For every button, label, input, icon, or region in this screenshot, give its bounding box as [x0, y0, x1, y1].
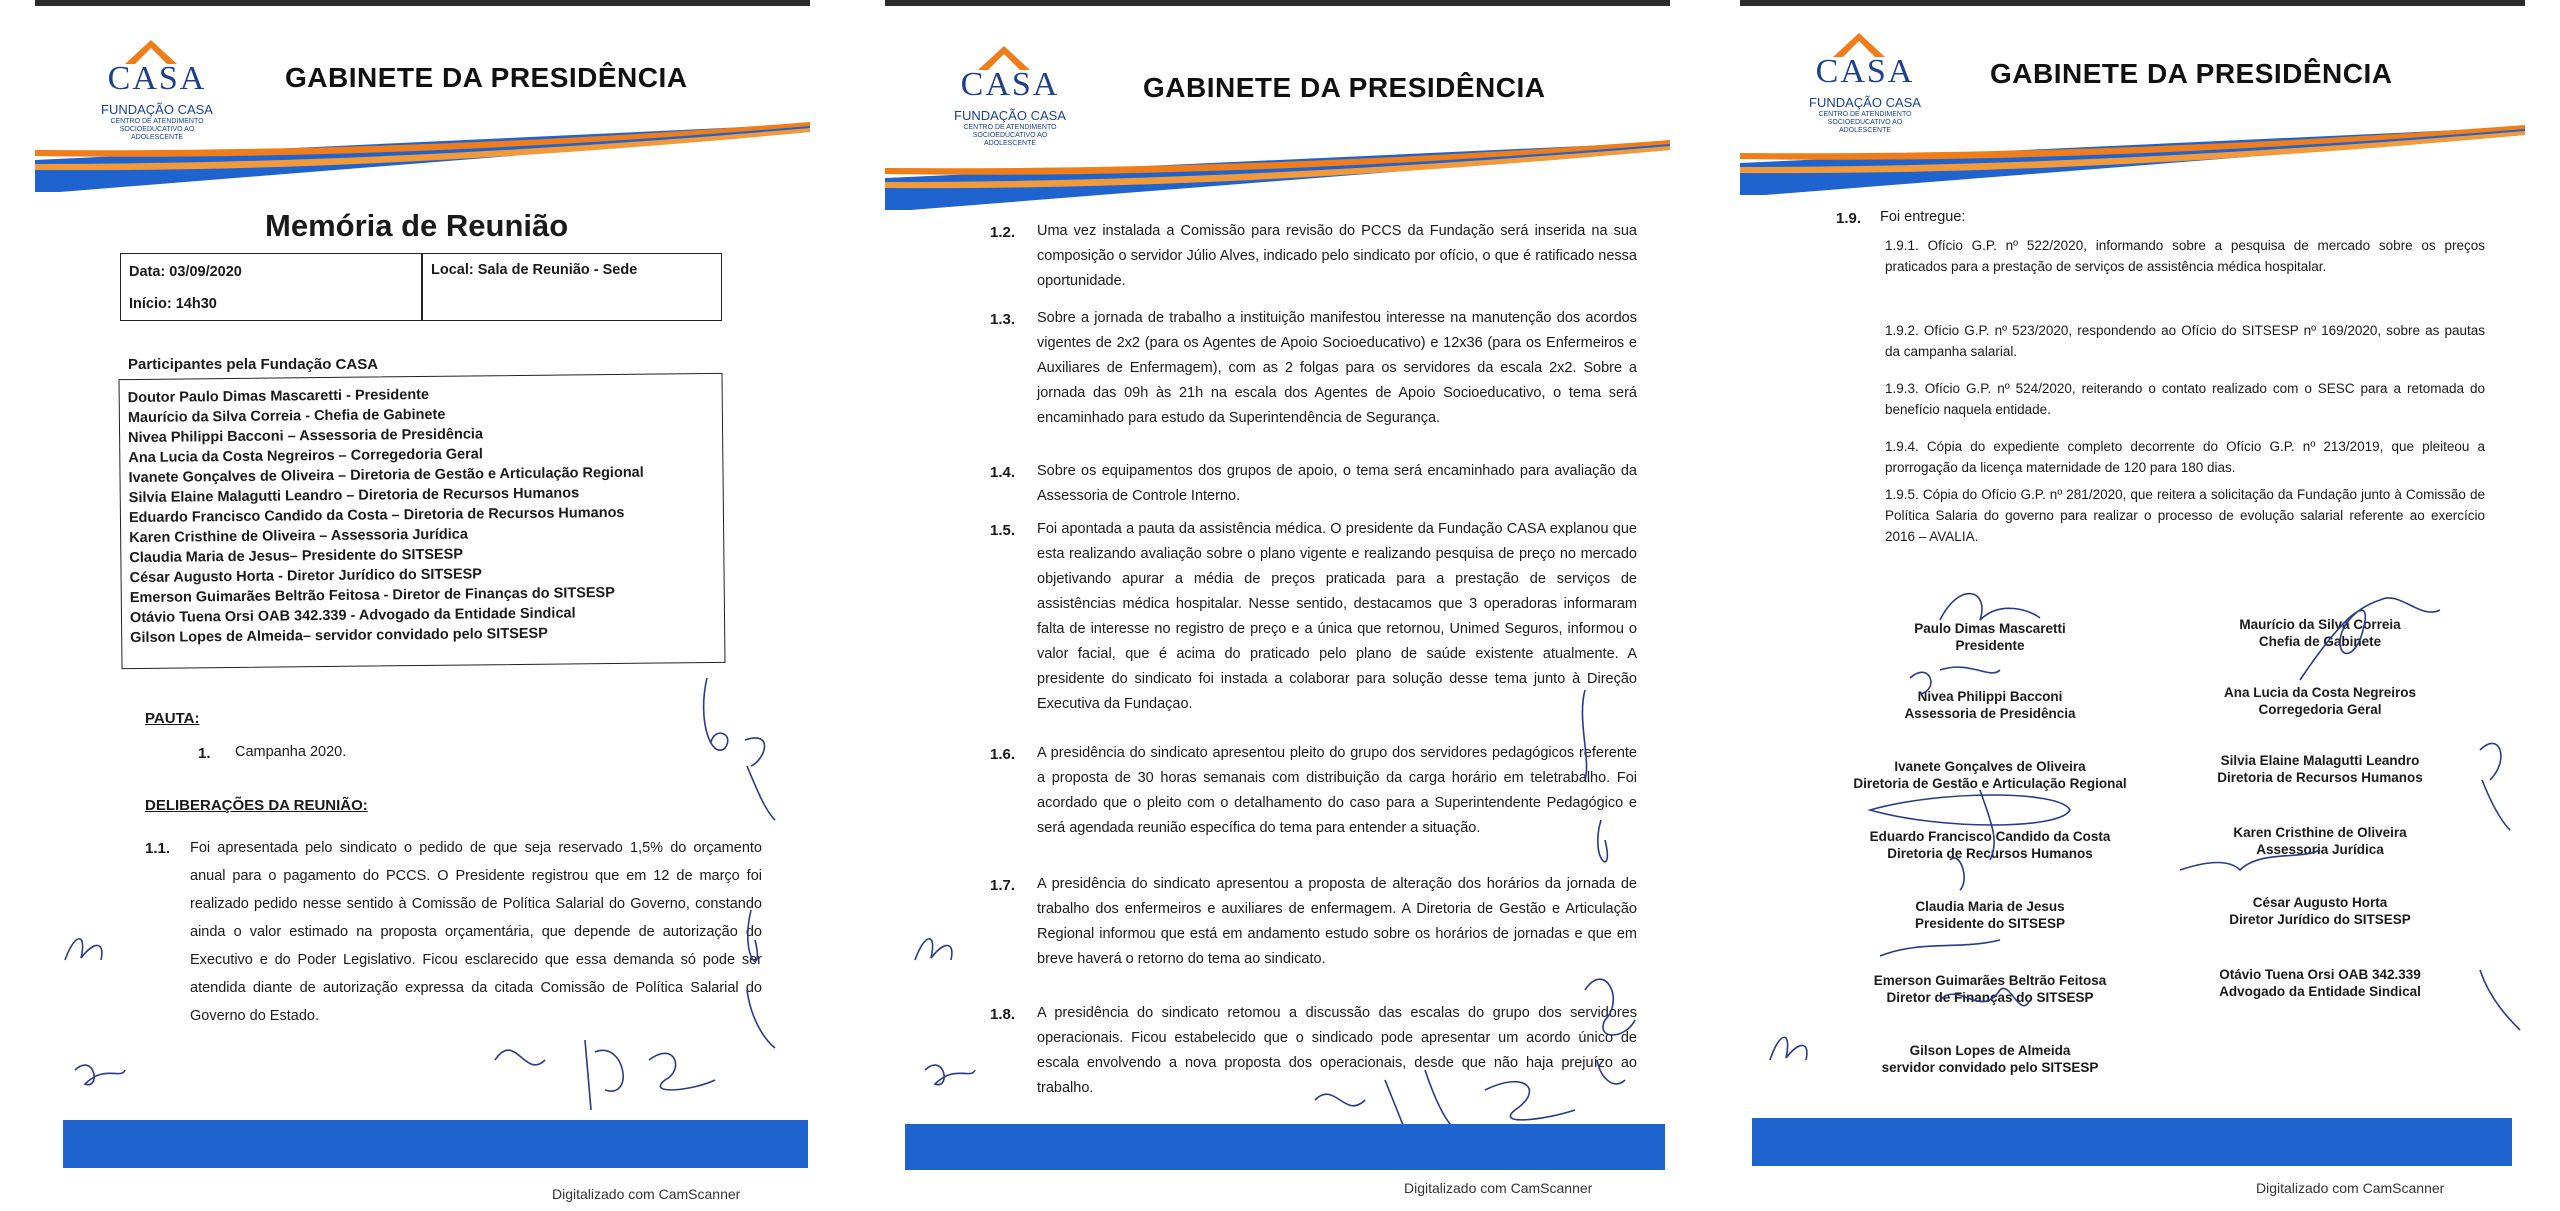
item-number: 1.3.: [990, 311, 1016, 328]
item-number: 1.1.: [145, 840, 171, 857]
signature-block: Claudia Maria de Jesus Presidente do SITSESP: [1914, 899, 2066, 931]
item-text: Sobre a jornada de trabalho a instituição manifestou interesse na manutenção dos acordos vigentes de 2x2 (para os Agentes de Apoio Socioeducativo) e 12x36 (para os Enfermeiros e Auxiliares de Enfermagem), com as 2 folgas para os servidores da escala 2x2. Sobre a jornada das 09h às 21h na escala dos Agentes de Apoio Socioeducativo, o tema será encaminhado para estudo da Superintendência de Segurança.: [1037, 310, 1637, 426]
participant: Nivea Philippi Bacconi – Assessoria de Presidência: [128, 426, 484, 447]
signature-block: Paulo Dimas Mascaretti Presidente: [1914, 621, 2066, 653]
scanner-note: Digitalizado com CamScanner: [2256, 1180, 2445, 1196]
item-text: Uma vez instalada a Comissão para revisão do PCCS da Fundação será inserida na sua composição o servidor Júlio Alves, indicado pelo sindicato por ofício, o que é ratificado nessa oportunidade.: [1037, 223, 1637, 289]
handwritten-signatures: [885, 660, 1670, 1130]
meeting-start: Início: 14h30: [129, 296, 217, 312]
delivered-item: 1.9.5. Cópia do Ofício G.P. nº 281/2020, que reitera a solicitação da Fundação junto à Comissão de Política Salaria do governo para realizar o processo de evolução salarial referente ao exercício 2016 – AVALIA.: [1885, 487, 2485, 544]
header-swoosh: [885, 140, 1670, 210]
meeting-location: Local: Sala de Reunião - Sede: [431, 262, 638, 278]
scanner-note: Digitalizado com CamScanner: [1404, 1180, 1593, 1196]
item-number: 1.4.: [990, 464, 1016, 481]
handwritten-signatures: [1740, 560, 2525, 1120]
participant: Claudia Maria de Jesus– Presidente do SITSESP: [129, 546, 464, 567]
fundacao-casa-logo: CASA FUNDAÇÃO CASA CENTRO DE ATENDIMENTO SOCIOEDUCATIVO AO ADOLESCENTE: [1805, 25, 1925, 125]
item-text: Foi apresentada pelo sindicato o pedido de que seja reservado 1,5% do orçamento anual para o pagamento do PCCS. O Presidente registrou que em 12 de março foi realizado pedido nesse sentido à Comissão de Política Salarial do Governo, constando ainda o valor estimado na proposta orçamentária, que depende de autorização do Executivo e do Poder Legislativo. Ficou esclarecido que essa demanda só pode ser atendida diante de autorização expressa da citada Comissão de Política Salarial do Governo do Estado.: [190, 840, 762, 1024]
signature-block: Silvia Elaine Malagutti Leandro Diretoria de Recursos Humanos: [2217, 753, 2423, 785]
scan-edge: [35, 0, 810, 6]
footer-bar: [1752, 1118, 2512, 1166]
header-title: GABINETE DA PRESIDÊNCIA: [1990, 58, 2393, 89]
delivered-item: 1.9.2. Ofício G.P. nº 523/2020, respondendo ao Ofício do SITSESP nº 169/2020, sobre as pautas da campanha salarial.: [1885, 323, 2485, 359]
scanner-note: Digitalizado com CamScanner: [552, 1186, 741, 1202]
signature-block: Nivea Philippi Bacconi Assessoria de Presidência: [1904, 689, 2076, 721]
item-text: Sobre os equipamentos dos grupos de apoio, o tema será encaminhado para avaliação da Assessoria de Controle Interno.: [1037, 463, 1637, 504]
doc-title: Memória de Reunião: [265, 208, 569, 243]
item-text: Foi entregue:: [1880, 209, 1966, 225]
item-text: A presidência do sindicato apresentou pleito do grupo dos servidores pedagógicos referente a proposta de 30 horas semanais com distribuição da carga horário em teletrabalho. Foi acordado que o pleito com o detalhamento do caso para a Superintendente Pedagógico e será agendada reunião específica do tema para entender a situação.: [1037, 745, 1637, 836]
fundacao-casa-logo: CASA FUNDAÇÃO CASA CENTRO DE ATENDIMENTO SOCIOEDUCATIVO AO ADOLESCENTE: [97, 32, 217, 132]
scan-edge: [885, 0, 1670, 6]
item-number: 1.5.: [990, 522, 1016, 539]
participant: Doutor Paulo Dimas Mascaretti - Presidente: [127, 386, 430, 407]
signature-block: Otávio Tuena Orsi OAB 342.339 Advogado da Entidade Sindical: [2219, 967, 2421, 999]
item-number: 1.7.: [990, 877, 1016, 894]
item-text: A presidência do sindicato apresentou a proposta de alteração dos horários da jornada de trabalho dos enfermeiros e auxiliares de enfermagem. A Diretoria de Gestão e Articulação Regional informou que está em andamento estudo sobre os horários de jornadas e que em breve haverá o retorno do tema ao sindicato.: [1037, 876, 1637, 967]
participant: Emerson Guimarães Beltrão Feitosa - Diretor de Finanças do SITSESP: [129, 584, 615, 607]
footer-bar: [905, 1124, 1665, 1170]
delivered-item: 1.9.4. Cópia do expediente completo decorrente do Ofício G.P. nº 213/2019, que pleiteou a prorrogação da licença maternidade de 120 para 180 dias.: [1885, 439, 2485, 475]
participant: Otávio Tuena Orsi OAB 342.339 - Advogado da Entidade Sindical: [129, 605, 576, 627]
participant: Maurício da Silva Correia - Chefia de Gabinete: [127, 406, 446, 427]
item-number: 1.2.: [990, 224, 1016, 241]
header-title: GABINETE DA PRESIDÊNCIA: [285, 62, 688, 93]
pauta-number: 1.: [198, 745, 211, 762]
signature-block: Gilson Lopes de Almeida servidor convidado pelo SITSESP: [1881, 1043, 2099, 1075]
fundacao-casa-logo: CASA FUNDAÇÃO CASA CENTRO DE ATENDIMENTO SOCIOEDUCATIVO AO ADOLESCENTE: [950, 38, 1070, 138]
meeting-date: Data: 03/09/2020: [129, 264, 242, 280]
participants-list: [118, 373, 725, 669]
document-page-3: [1740, 0, 2525, 1170]
signature-block: César Augusto Horta Diretor Jurídico do SITSESP: [2229, 895, 2411, 927]
signature-block: Ana Lucia da Costa Negreiros Corregedoria Geral: [2223, 685, 2417, 717]
signature-block: Emerson Guimarães Beltrão Feitosa Diretor de Finanças do SITSESP: [1873, 973, 2107, 1005]
scan-edge: [1740, 0, 2525, 6]
participant: César Augusto Horta - Diretor Jurídico do SITSESP: [129, 566, 483, 587]
delivered-item: 1.9.1. Ofício G.P. nº 522/2020, informando sobre a pesquisa de mercado sobre os preços praticados para a prestação de serviços de assistência médica hospitalar.: [1885, 238, 2485, 274]
header-swoosh: [1740, 125, 2525, 195]
deliberations-heading: DELIBERAÇÕES DA REUNIÃO:: [145, 797, 368, 814]
delivered-item: 1.9.3. Ofício G.P. nº 524/2020, reiterando o contato realizado com o SESC para a retomada do benefício naquela entidade.: [1885, 381, 2485, 417]
item-number: 1.8.: [990, 1006, 1016, 1023]
footer-bar: [63, 1120, 808, 1168]
participant: Ivanete Gonçalves de Oliveira – Diretoria de Gestão e Articulação Regional: [128, 464, 644, 487]
participant: Karen Cristhine de Oliveira – Assessoria Jurídica: [129, 526, 468, 547]
document-page-1: [35, 0, 810, 1170]
item-text: Foi apontada a pauta da assistência médica. O presidente da Fundação CASA explanou que esta realizando avaliação sobre o plano vigente e realizando pesquisa de preço no mercado objetivando apurar a média de preços praticada para a prestação de serviços de assistências médica hospitalar. Nesse sentido, destacamos que 3 operadoras informaram falta de interesse no registro de preço e a única que retornou, Unimed Seguros, informou o valor facial, que é acima do praticado pelo plano de saúde existente atualmente. A presidente do sindicato foi instada a colaborar para solução desse tema junto à Direção Executiva da Fundaçao.: [1037, 521, 1637, 712]
item-text: A presidência do sindicato retomou a discussão das escalas do grupo dos servidores operacionais. Ficou estabelecido que o sindicado pode apresentar um acordo único de escala envolvendo a nova proposta dos operacionais, desde que não haja prejuízo ao trabalho.: [1037, 1005, 1637, 1096]
item-number: 1.6.: [990, 746, 1016, 763]
participant: Eduardo Francisco Candido da Costa – Diretoria de Recursos Humanos: [128, 504, 625, 527]
participant: Silvia Elaine Malagutti Leandro – Diretoria de Recursos Humanos: [128, 485, 580, 507]
meeting-info-box: [120, 253, 722, 321]
item-number: 1.9.: [1836, 210, 1862, 227]
pauta-heading: PAUTA:: [145, 710, 200, 727]
signature-block: Karen Cristhine de Oliveira Assessoria Jurídica: [2233, 825, 2407, 857]
header-swoosh: [35, 122, 810, 192]
header-title: GABINETE DA PRESIDÊNCIA: [1143, 72, 1546, 103]
signature-block: Maurício da Silva Correia Chefia de Gabinete: [2239, 617, 2401, 649]
handwritten-signatures: [35, 660, 810, 1130]
participants-heading: Participantes pela Fundação CASA: [128, 356, 379, 373]
document-page-2: [885, 0, 1670, 1170]
participant: Gilson Lopes de Almeida– servidor convidado pelo SITSESP: [130, 625, 548, 647]
signature-block: Eduardo Francisco Candido da Costa Diretoria de Recursos Humanos: [1869, 829, 2111, 861]
pauta-item: Campanha 2020.: [235, 744, 347, 760]
participant: Ana Lucia da Costa Negreiros – Corregedoria Geral: [128, 446, 483, 467]
signature-block: Ivanete Gonçalves de Oliveira Diretoria de Gestão e Articulação Regional: [1853, 759, 2127, 791]
